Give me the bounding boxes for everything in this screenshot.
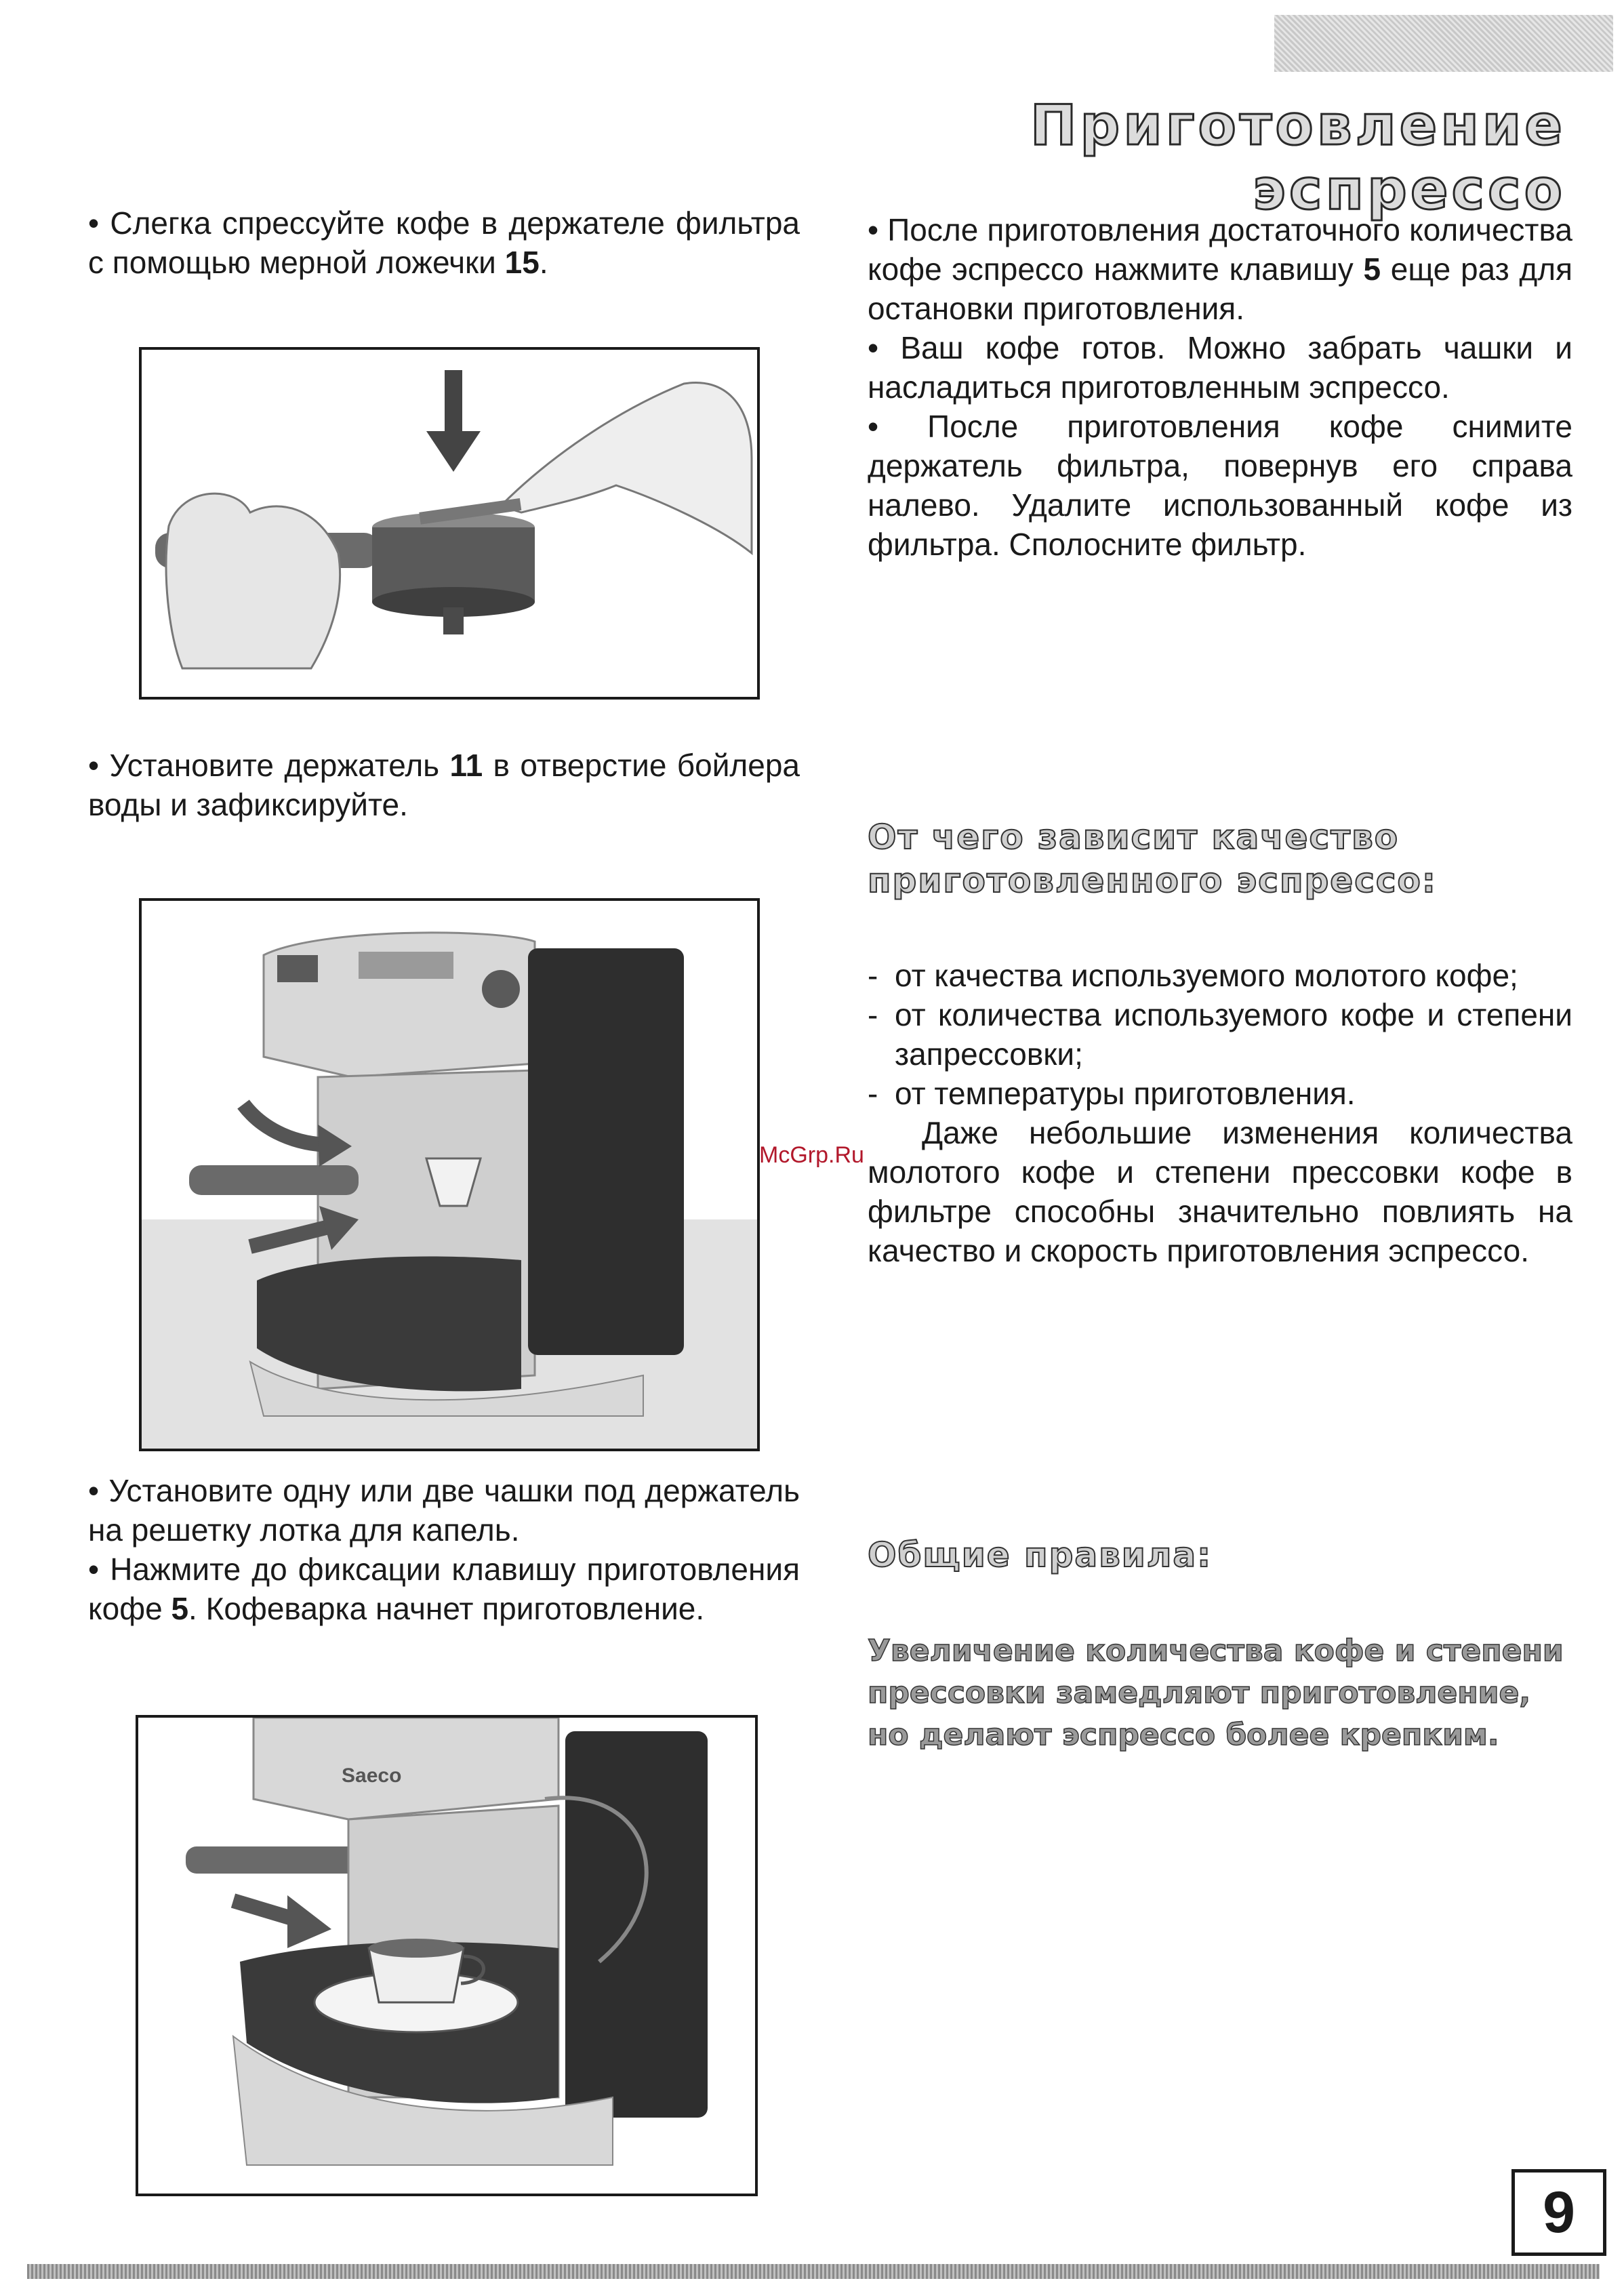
- part-ref: 11: [449, 748, 483, 783]
- step-text-end: еще раз для остановки приготовления.: [868, 251, 1572, 326]
- bullet: •: [88, 1552, 110, 1587]
- watermark: McGrp.Ru: [759, 1142, 864, 1168]
- tamping-illustration: [142, 350, 757, 697]
- figure-cup-under-holder: [136, 1715, 758, 2196]
- step-text: После приготовления кофе снимите держатель фильтра, повернув его справа налево. Удалите использованный кофе из фильтра. Сполосните фильтр.: [868, 409, 1572, 562]
- step-clean-paragraph: [868, 407, 1572, 564]
- bullet: •: [88, 1473, 109, 1508]
- step-start-paragraph: [88, 1550, 800, 1628]
- step-text: Установите одну или две чашки под держатель на решетку лотка для капель.: [88, 1473, 800, 1548]
- step-text: Нажмите до фиксации клавишу приготовления кофе: [88, 1552, 800, 1626]
- step-install-holder: [88, 746, 800, 824]
- bullet: •: [868, 212, 888, 247]
- step-tamp-coffee: [88, 203, 800, 282]
- step-text: Слегка спрессуйте кофе в держателе фильтра с помощью мерной ложечки: [88, 205, 800, 280]
- part-ref: 5: [171, 1591, 189, 1626]
- right-steps: [868, 210, 1572, 564]
- machine-cup-illustration: [138, 1718, 755, 2194]
- quality-heading-line2: приготовленного эспрессо:: [868, 861, 1437, 900]
- bullet: •: [868, 330, 901, 365]
- step-text: Ваш кофе готов. Можно забрать чашки и насладиться приготовленным эспрессо.: [868, 330, 1572, 405]
- rules-heading: Общие правила:: [868, 1535, 1213, 1575]
- step-text-end: в отверстие бойлера воды и зафиксируйте.: [88, 748, 800, 822]
- step-text-end: . Кофеварка начнет приготовление.: [188, 1591, 705, 1626]
- page-number: 9: [1511, 2169, 1606, 2256]
- step-place-cups: [88, 1471, 800, 1628]
- quality-heading: [868, 815, 1572, 902]
- step-text-end: .: [539, 245, 548, 280]
- part-ref: 15: [504, 245, 540, 280]
- bullet: •: [88, 205, 110, 241]
- list-item: - от количества используемого кофе и степени запрессовки;: [868, 995, 1572, 1074]
- bullet: •: [88, 748, 110, 783]
- step-cups-paragraph: [88, 1471, 800, 1550]
- bottom-bar-decoration: [27, 2264, 1600, 2279]
- figure-install-holder: [139, 898, 760, 1451]
- list-item: - от качества используемого молотого кофе;: [868, 956, 1572, 995]
- machine-holder-illustration: [142, 901, 757, 1449]
- step-text: После приготовления достаточного количества кофе эспрессо нажмите клавишу: [868, 212, 1572, 287]
- step-stop-paragraph: [868, 210, 1572, 328]
- quality-factors-list: [868, 956, 1572, 1270]
- page-title: Приготовление эспрессо: [1030, 94, 1566, 222]
- bullet: •: [868, 409, 928, 444]
- list-item: - от температуры приготовления.: [868, 1074, 1572, 1113]
- quality-note: Даже небольшие изменения количества молотого кофе и степени прессовки кофе в фильтре способны значительно повлиять на качество и скорость приготовления эспрессо.: [868, 1115, 1572, 1268]
- step-text: Установите держатель: [109, 748, 450, 783]
- part-ref: 5: [1363, 251, 1381, 287]
- step-ready-paragraph: [868, 328, 1572, 407]
- figure-tamping-coffee: [139, 347, 760, 700]
- rules-text: Увеличение количества кофе и степени прессовки замедляют приготовление, но делают эспрессо более крепким.: [868, 1634, 1564, 1752]
- quality-heading-line1: От чего зависит качество: [868, 817, 1400, 857]
- corner-tab-decoration: [1274, 15, 1613, 72]
- brand-logo: Saeco: [342, 1764, 402, 1787]
